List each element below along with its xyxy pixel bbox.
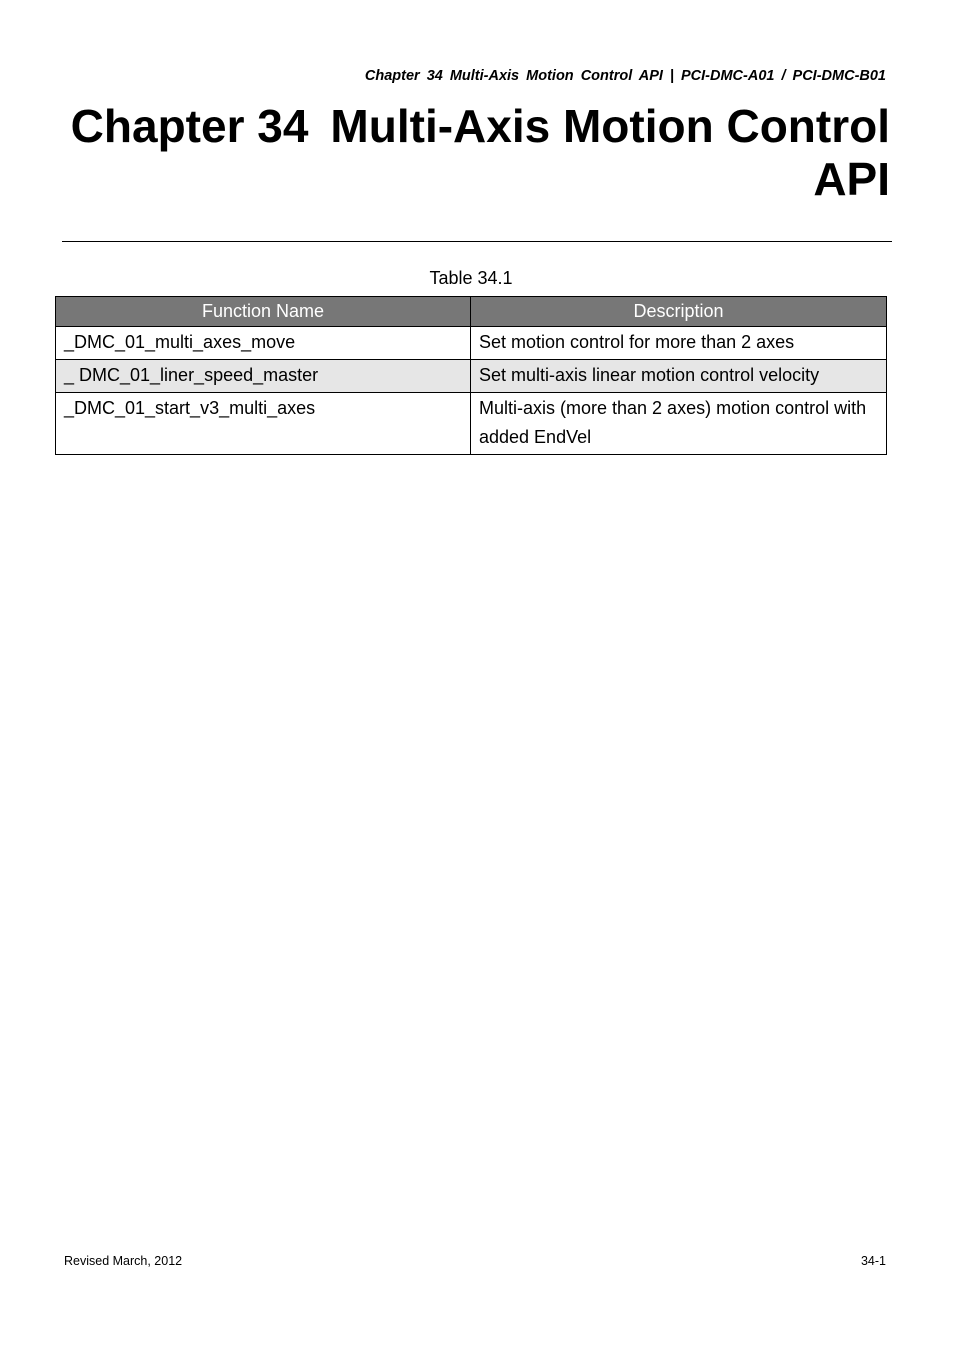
chapter-title (50, 100, 890, 206)
table-row (56, 360, 887, 393)
chapter-title-line1: Multi-Axis Motion Control (330, 100, 890, 152)
table-header-row (56, 297, 887, 327)
title-divider (62, 241, 892, 242)
function-table (55, 296, 887, 455)
footer-page-number: 34-1 (860, 1254, 886, 1268)
function-name-cell: _ DMC_01_liner_speed_master (56, 360, 471, 393)
table-row (56, 327, 887, 360)
chapter-title-line2: API (813, 153, 890, 205)
table-caption: Table 34.1 (429, 268, 513, 288)
description-cell: Set motion control for more than 2 axes (471, 327, 887, 360)
chapter-number: Chapter 34 (70, 100, 309, 152)
column-header-function-name: Function Name (56, 297, 471, 327)
footer-revision: Revised March, 2012 (64, 1254, 183, 1268)
description-cell: Multi-axis (more than 2 axes) motion control with added EndVel (471, 393, 887, 455)
table-row (56, 393, 887, 455)
function-name-cell: _DMC_01_start_v3_multi_axes (56, 393, 471, 455)
running-header: Chapter 34 Multi-Axis Motion Control API | PCI-DMC-A01 / PCI-DMC-B01 (364, 68, 886, 84)
description-cell: Set multi-axis linear motion control velocity (471, 360, 887, 393)
column-header-description: Description (471, 297, 887, 327)
function-name-cell: _DMC_01_multi_axes_move (56, 327, 471, 360)
